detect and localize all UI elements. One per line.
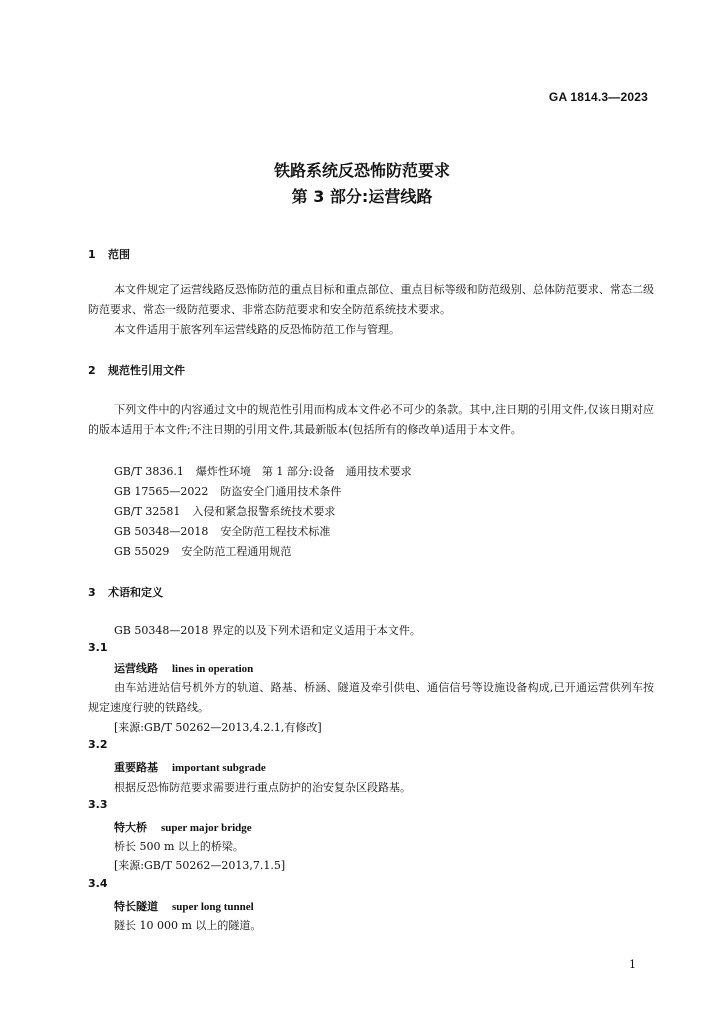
page-number: 1 bbox=[629, 958, 636, 971]
reference-code: GB 17565—2022 bbox=[114, 485, 209, 498]
section-title: 术语和定义 bbox=[108, 586, 163, 599]
term-en: important subgrade bbox=[172, 762, 266, 774]
reference-item bbox=[114, 503, 335, 519]
term-zh: 特长隧道 bbox=[114, 900, 158, 913]
reference-title: 入侵和紧急报警系统技术要求 bbox=[192, 505, 336, 518]
reference-title: 爆炸性环境 第 1 部分:设备 通用技术要求 bbox=[195, 465, 412, 478]
term-entry bbox=[114, 660, 253, 676]
reference-item bbox=[114, 543, 291, 559]
reference-item bbox=[114, 523, 330, 539]
reference-title: 安全防范工程技术标准 bbox=[220, 525, 331, 538]
term-entry bbox=[114, 759, 266, 775]
term-en: super long tunnel bbox=[172, 901, 254, 913]
clause-number: 3.1 bbox=[88, 641, 108, 654]
term-definition bbox=[88, 678, 654, 718]
term-definition: 桥长 500 m 以上的桥梁。 bbox=[114, 840, 244, 853]
reference-title: 防盗安全门通用技术条件 bbox=[220, 485, 342, 498]
clause-number: 3.3 bbox=[88, 798, 108, 811]
term-definition: 根据反恐怖防范要求需要进行重点防护的治安复杂区段路基。 bbox=[114, 781, 411, 794]
reference-code: GB 50348—2018 bbox=[114, 525, 209, 538]
reference-code: GB/T 32581 bbox=[114, 505, 181, 518]
term-zh: 运营线路 bbox=[114, 662, 158, 675]
section-heading-1 bbox=[88, 246, 130, 262]
section-title: 规范性引用文件 bbox=[108, 364, 185, 377]
term-zh: 重要路基 bbox=[114, 761, 158, 774]
document-title: 铁路系统反恐怖防范要求 bbox=[273, 161, 450, 180]
paragraph-applicability bbox=[88, 320, 654, 340]
section-heading-2 bbox=[88, 362, 185, 378]
term-en: lines in operation bbox=[172, 663, 254, 675]
paragraph-text: 本文件规定了运营线路反恐怖防范的重点目标和重点部位、重点目标等级和防范级别、总体防范要求、常态二级防范要求、常态一级防范要求、非常态防范要求和安全防范系统技术要求。 bbox=[88, 283, 654, 316]
paragraph-terms-intro: GB 50348—2018 界定的以及下列术语和定义适用于本文件。 bbox=[114, 624, 421, 637]
paragraph-normative-refs bbox=[88, 400, 654, 440]
term-entry bbox=[114, 819, 252, 835]
term-definition: 隧长 10 000 m 以上的隧道。 bbox=[114, 919, 262, 932]
reference-code: GB/T 3836.1 bbox=[114, 465, 184, 478]
document-subtitle: 第 3 部分:运营线路 bbox=[291, 187, 433, 206]
standard-code: GA 1814.3—2023 bbox=[548, 90, 648, 104]
term-source: [来源:GB/T 50262—2013,4.2.1,有修改] bbox=[114, 721, 322, 734]
term-zh: 特大桥 bbox=[114, 821, 147, 834]
section-number: 3 bbox=[88, 586, 96, 599]
paragraph-text: 本文件适用于旅客列车运营线路的反恐怖防范工作与管理。 bbox=[114, 323, 400, 336]
section-number: 1 bbox=[88, 248, 96, 261]
clause-number: 3.4 bbox=[88, 877, 108, 890]
section-heading-3 bbox=[88, 584, 163, 600]
reference-item bbox=[114, 463, 412, 479]
term-source: [来源:GB/T 50262—2013,7.1.5] bbox=[114, 859, 286, 872]
definition-text: 由车站进站信号机外方的轨道、路基、桥涵、隧道及牵引供电、通信信号等设施设备构成,已开通运营供列车按规定速度行驶的铁路线。 bbox=[88, 681, 654, 714]
reference-code: GB 55029 bbox=[114, 545, 170, 558]
paragraph-text: 下列文件中的内容通过文中的规范性引用而构成本文件必不可少的条款。其中,注日期的引用文件,仅该日期对应的版本适用于本文件;不注日期的引用文件,其最新版本(包括所有的修改单)适用于本文件。 bbox=[88, 403, 654, 436]
term-entry bbox=[114, 898, 254, 914]
term-en: super major bridge bbox=[161, 822, 252, 834]
clause-number: 3.2 bbox=[88, 738, 108, 751]
section-title: 范围 bbox=[108, 248, 130, 261]
section-number: 2 bbox=[88, 364, 96, 377]
paragraph-scope bbox=[88, 280, 654, 320]
reference-item bbox=[114, 483, 341, 499]
reference-title: 安全防范工程通用规范 bbox=[181, 545, 292, 558]
